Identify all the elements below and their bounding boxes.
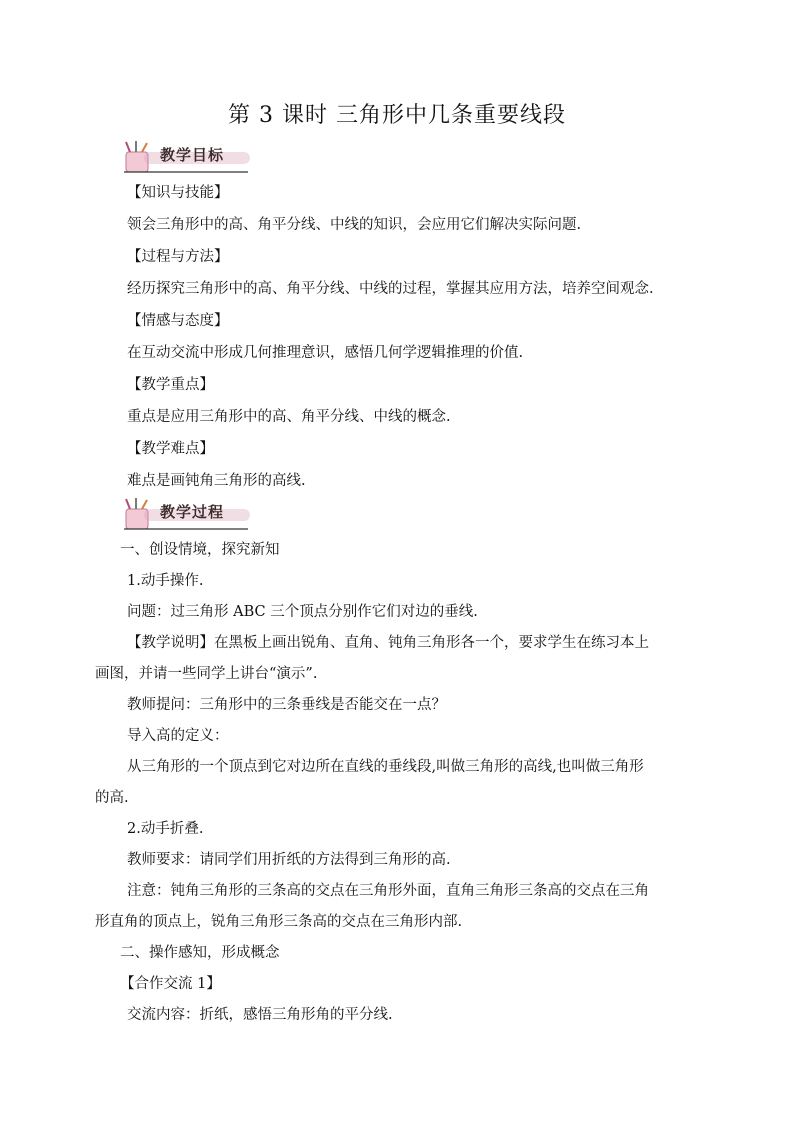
part-two-heading: 二、操作感知，形成概念	[120, 945, 280, 961]
attitude-text: 在互动交流中形成几何推理意识，感悟几何学逻辑推理的价值.	[127, 345, 524, 361]
definition-line1: 从三角形的一个顶点到它对边所在直线的垂线段,叫做三角形的高线,也叫做三角形	[127, 759, 644, 775]
question-text: 问题：过三角形 ABC 三个顶点分别作它们对边的垂线.	[127, 604, 478, 620]
key-point-heading: 【教学重点】	[127, 377, 214, 393]
exchange-content: 交流内容：折纸，感悟三角形角的平分线.	[127, 1007, 393, 1023]
page-title: 第 3 课时 三角形中几条重要线段	[228, 103, 566, 128]
teaching-goals-banner	[120, 140, 250, 176]
attention-line1: 注意：钝角三角形的三条高的交点在三角形外面，直角三角形三条高的交点在三角	[127, 883, 649, 899]
part-one-heading: 一、创设情境，探究新知	[120, 542, 280, 558]
step-one: 1.动手操作.	[127, 573, 204, 589]
teaching-note-line1: 【教学说明】在黑板上画出锐角、直角、钝角三角形各一个，要求学生在练习本上	[127, 635, 649, 651]
teacher-question: 教师提问：三角形中的三条垂线是否能交在一点？	[127, 697, 446, 713]
process-method-text: 经历探究三角形中的高、角平分线、中线的过程，掌握其应用方法，培养空间观念.	[127, 281, 654, 297]
attention-line2: 形直角的顶点上，锐角三角形三条高的交点在三角形内部.	[95, 914, 463, 930]
teaching-note-line2: 画图，并请一些同学上讲台“演示”.	[95, 666, 318, 682]
process-method-heading: 【过程与方法】	[127, 249, 229, 265]
definition-line2: 的高.	[95, 790, 129, 806]
attitude-heading: 【情感与态度】	[127, 313, 229, 329]
teaching-process-banner	[120, 497, 250, 533]
teaching-goals-label: 教学目标	[160, 146, 225, 164]
difficult-point-text: 难点是画钝角三角形的高线.	[127, 473, 306, 489]
teaching-process-label: 教学过程	[160, 503, 225, 521]
teacher-requirement: 教师要求：请同学们用折纸的方法得到三角形的高.	[127, 852, 451, 868]
knowledge-text: 领会三角形中的高、角平分线、中线的知识，会应用它们解决实际问题.	[127, 217, 582, 233]
cooperation-heading: 【合作交流 1】	[120, 976, 221, 992]
difficult-point-heading: 【教学难点】	[127, 441, 214, 457]
key-point-text: 重点是应用三角形中的高、角平分线、中线的概念.	[127, 409, 451, 425]
knowledge-heading: 【知识与技能】	[127, 185, 229, 201]
definition-intro: 导入高的定义：	[127, 728, 229, 744]
step-two: 2.动手折叠.	[127, 821, 204, 837]
